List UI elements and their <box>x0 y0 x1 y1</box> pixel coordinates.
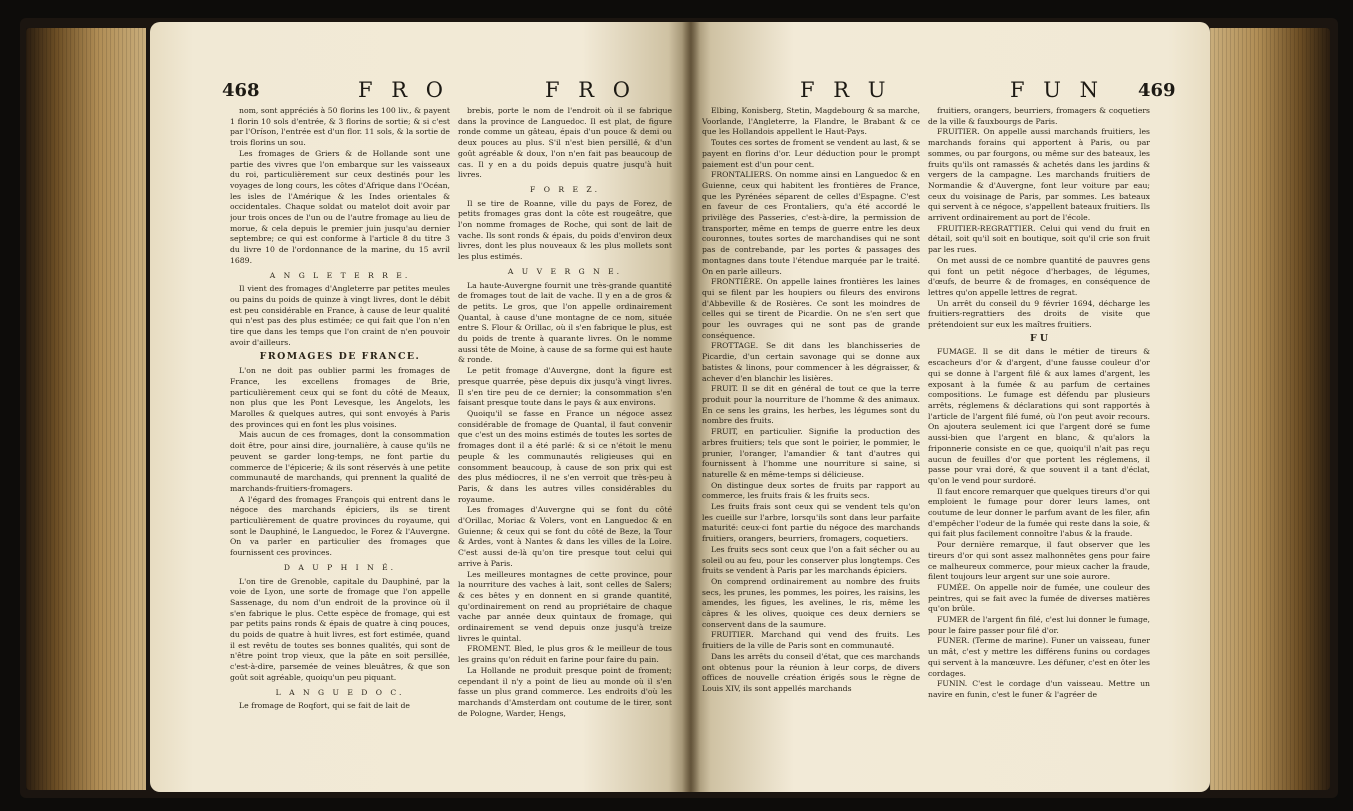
paragraph: Toutes ces sortes de froment se vendent au last, & se payent en florins d'or. Leur déduction pour le prompt paiement est d'un pour cent. <box>702 138 920 169</box>
paragraph: Il faut encore remarquer que quelques tireurs d'or qui emploient le fumage pour dorer leurs lames, ont coutume de leur donner le parfum avant de les filer, afin d'empêcher l'odeur de la fumée qui reste dans la soie, & qui fait plus facilement connoître l'abus & la fraude. <box>928 486 1150 539</box>
paragraph: FROTTAGE. Se dit dans les blanchisseries de Picardie, d'un certain savonage qui se donne aux batistes & linons, pour commencer à les dégraisser, & achever d'en blanchir les lisières. <box>702 341 920 383</box>
right-page-column-2 <box>928 106 1150 736</box>
paragraph: Elbing, Konisberg, Stetin, Magdebourg & sa marche, Voorlande, l'Angleterre, la Flandre, le Brabant & ce que les Hollandois appellent le Haut-Pays. <box>702 106 920 137</box>
left-running-head-2: F R O <box>545 78 636 102</box>
paragraph: A l'égard des fromages François qui entrent dans le négoce des marchands épiciers, ils se tirent particulièrement de quatre provinces du royaume, qui sont le Dauphiné, le Languedoc, le Forez & l'Auvergne. On va parler en particulier des fromages que fournissent ces provinces. <box>230 494 450 558</box>
paragraph: FRUIT, en particulier. Signifie la production des arbres fruitiers; tels que sont le poirier, le pommier, le prunier, l'oranger, l'amandier & tant d'autres qui fournissent à l'homme une nourriture si saine, si naturelle & en même-temps si délicieuse. <box>702 427 920 479</box>
section-heading: FROMAGES DE FRANCE. <box>259 351 421 363</box>
section-heading: F U <box>1029 332 1049 344</box>
paragraph: FUNIN. C'est le cordage d'un vaisseau. Mettre un navire en funin, c'est le funer & l'agréer de <box>928 679 1150 699</box>
section-heading: A N G L E T E R R E. <box>269 270 411 280</box>
right-edge-lines <box>1210 28 1330 790</box>
paragraph: FROMENT. Bled, le plus gros & le meilleur de tous les grains qu'on réduit en farine pour faire du pain. <box>458 644 672 665</box>
paragraph: Les fromages d'Auvergne qui se font du côté d'Orillac, Moriac & Volers, vont en Languedoc & en Guienne; & ceux qui se font du côté de Beze, la Tour & Ardes, vont à Nantes & dans les villes de la Loire. C'est aussi de-là qu'on tire presque tout celui qui arrive à Paris. <box>458 505 672 568</box>
paragraph: On comprend ordinairement au nombre des fruits secs, les prunes, les pommes, les poires, les raisins, les amendes, les figues, les avelines, le ris, même les câpres & les olives, quoique ces deux derniers se conservent dans de la saumure. <box>702 576 920 629</box>
paragraph: Les fruits frais sont ceux qui se vendent tels qu'on les cueille sur l'arbre, lorsqu'ils sont dans leur parfaite maturité: ceux-ci font partie du négoce des marchands fruitiers, orangers, beurriers, fromagers, coquetiers. <box>702 502 920 544</box>
paragraph: Les fruits secs sont ceux que l'on a fait sécher ou au soleil ou au feu, pour les conserver plus longtemps. Ces fruits se vendent à Paris par les marchands épiciers. <box>702 544 920 576</box>
paragraph: Il vient des fromages d'Angleterre par petites meules ou pains du poids de quinze à vingt livres, dont le débit est peu considérable en France, à cause de leur qualité qui n'est pas des plus estimée; ce qui fait que l'on n'en tire que dans les temps que l'on craint de n'en pouvoir avoir d'ailleurs. <box>230 284 450 347</box>
paragraph: nom, sont appréciés à 50 florins les 100 liv., & payent 1 florin 10 sols d'entrée, & 3 florins de sortie; & si c'est par l'Oríson, l'entrée est d'un flor. 11 sols, & la sortie de trois florins un sou. <box>230 106 450 148</box>
paragraph: Les fromages de Griers & de Hollande sont une partie des vivres que l'on embarque sur les vaisseaux du roi, particulièrement sur ceux destinés pour les voyages de long cours, les côtes d'Afrique dans l'Océan, les isles de l'Amérique & les Indes orientales & occidentales. Chaque soldat ou matelot doit avoir par jour trois onces de l'un ou de l'autre fromage au lieu de morue, & cela depuis le premier juin jusqu'au dernier septembre; ce qui est conforme à l'article 8 du titre 3 du livre 10 de l'ordonnance de la marine, du 15 avril 1689. <box>230 148 450 265</box>
section-heading: D A U P H I N É. <box>283 562 397 572</box>
paragraph: FUMAGE. Il se dit dans le métier de tireurs & escacheurs d'or & d'argent, d'une fausse couleur d'or qui se donne à l'argent filé & aux lames d'argent, les exposant à la fumée & au parfum de certaines compositions. Le fumage est défendu par plusieurs arrêts, réglemens & déclarations qui sont rapportés à l'article de l'argent filé fumé, où l'on peut avoir recours. On ajoutera seulement ici que l'argent doré se fume aussi-bien que l'argent en blanc, & qu'alors la friponnerie consiste en ce que, quoiqu'il n'ait pas reçu aucun de feuilles d'or que portent les réglemens, il passe pour vrai doré, & que souvent il a tant d'éclat, qu'on le vend pour surdoré. <box>928 347 1150 485</box>
book-gutter <box>682 22 700 792</box>
left-page-number: 468 <box>222 80 260 101</box>
paragraph: FRUITIER. Marchand qui vend des fruits. Les fruitiers de la ville de Paris sont en communauté. <box>702 630 920 651</box>
left-edge-lines <box>26 28 146 790</box>
paragraph: La Hollande ne produit presque point de froment; cependant il n'y a point de lieu au monde où il s'en fasse un plus grand commerce. Les endroits d'où les marchands d'Amsterdam ont coutume de le tirer, sont de Pologne, Warder, Hengs, <box>458 665 672 718</box>
left-page <box>150 22 690 792</box>
paragraph: FUMÉE. On appelle noir de fumée, une couleur des peintres, qui se fait avec la fumée de diverses matières qu'on brûle. <box>928 582 1150 614</box>
paragraph: Un arrêt du conseil du 9 février 1694, décharge les fruitiers-regrattiers des droits de visite que prétendoient sur eux les maîtres fruitiers. <box>928 298 1150 330</box>
right-page-column-1 <box>702 106 920 736</box>
paragraph: Les meilleures montagnes de cette province, pour la nourriture des vaches à lait, sont celles de Salers; & ces bêtes y en donnent en si grande quantité, qu'ordinairement on rend au propriétaire de chaque vache par année deux quintaux de fromage, qui ordinairement se vend depuis onze jusqu'à treize livres le quintal. <box>458 569 672 643</box>
paragraph: FRUIT. Il se dit en général de tout ce que la terre produit pour la nourriture de l'homme & des animaux. En ce sens les grains, les herbes, les légumes sont du nombre des fruits. <box>702 384 920 426</box>
paragraph: Le fromage de Roqfort, qui se fait de lait de <box>239 701 410 711</box>
paragraph: FRUITIER. On appelle aussi marchands fruitiers, les marchands forains qui apportent à Paris, ou par sommes, ou par fourgons, ou même sur des bateaux, les fruits qu'ils ont ramassés & achetés dans les jardins & vergers de la campagne. Les marchands fruitiers de Normandie & d'Auvergne, font leur voiture par eau; ceux du voisinage de Paris, par sommes. Les bateaux qui servent à ce négoce, s'appellent bateaux fruitiers. Ils arrivent ordinairement au port de l'école. <box>928 127 1150 223</box>
paragraph: FRONTALIERS. On nomme ainsi en Languedoc & en Guienne, ceux qui habitent les frontières de France, que les Pyrénées séparent de celles d'Espagne. C'est en faveur de ces Frontaliers, qu'a été accordé le privilège des Passeries, c'est-à-dire, la permission de transporter, même en temps de guerre entre les deux couronnes, toutes sortes de marchandises qui ne sont pas de contrebande, par les portes & passages des montagnes dans toute l'étendue marquée par le traité. On en parle ailleurs. <box>702 170 920 276</box>
paragraph: L'on ne doit pas oublier parmi les fromages de France, les excellens fromages de Brie, particulièrement ceux qui se font du côté de Meaux, non plus que les Pont Levesque, les Angelots, les Marolles & quelques autres, qui sont envoyés à Paris des provinces qui en font les plus voisines. <box>230 366 450 429</box>
section-heading: A U V E R G N E. <box>507 266 623 276</box>
paragraph: Mais aucun de ces fromages, dont la consommation doit être, pour ainsi dire, journalière, à cause qu'ils ne peuvent se garder long-temps, ne font partie du commerce de l'épicerie; & ils sont réservés à une petite communauté de marchands, qui prennent la qualité de marchands-fruitiers-fromagers. <box>230 430 450 493</box>
paragraph: fruitiers, orangers, beurriers, fromagers & coquetiers de la ville & fauxbourgs de Paris. <box>928 106 1150 126</box>
paragraph: Quoiqu'il se fasse en France un négoce assez considérable de fromage de Quantal, il faut convenir que c'est un des moins estimés de toutes les sortes de fromages dont il a été parlé: & si ce n'étoit le menu peuple & les communautés religieuses qui en consomment beaucoup, à cause de son prix qui est des plus médiocres, il ne s'en verroit que très-peu à Paris, & dans les autres villes considérables du royaume. <box>458 408 672 504</box>
paragraph: brebis, porte le nom de l'endroit où il se fabrique dans la province de Languedoc. Il est plat, de figure ronde comme un gâteau, épais d'un pouce & demi ou deux pouces au plus. S'il n'est bien persillé, & d'un goût agréable & doux, l'on n'en fait pas beaucoup de cas. Il y en a du poids depuis quatre jusqu'à huit livres. <box>458 106 672 180</box>
right-page-number: 469 <box>1138 80 1176 101</box>
right-running-head: F R U <box>800 78 892 102</box>
left-page-column-2 <box>458 106 672 736</box>
paragraph: FUMER de l'argent fin filé, c'est lui donner le fumage, pour le faire passer pour filé d'or. <box>928 615 1150 635</box>
paragraph: Le petit fromage d'Auvergne, dont la figure est presque quarrée, pèse depuis dix jusqu'à vingt livres. Il s'en tire peu de ce dernier; la consommation s'en faisant presque toute dans le pays & aux environs. <box>458 366 672 408</box>
paragraph: On met aussi de ce nombre quantité de pauvres gens qui font un petit négoce d'herbages, de légumes, d'œufs, de beurre & de fromages, en conséquence de lettres qu'on appelle lettres de regrat. <box>928 255 1150 297</box>
paragraph: FUNER. (Terme de marine). Funer un vaisseau, funer un mât, c'est y mettre les différens funins ou cordages qui servent à la manœuvre. Les défuner, c'est en ôter les cordages. <box>928 636 1150 678</box>
right-page <box>690 22 1210 792</box>
section-heading: L A N G U E D O C. <box>275 687 405 697</box>
paragraph: Il se tire de Roanne, ville du pays de Forez, de petits fromages gras dont la côte est rougeâtre, que l'on nomme fromages de Roche, qui sont de lait de vache. Ils sont ronds & épais, du poids d'environ deux livres, dont les plus nouveaux & les plus mollets sont les plus estimés. <box>458 198 672 262</box>
paragraph: La haute-Auvergne fournit une très-grande quantité de fromages tout de lait de vache. Il y en a de gros & de petits. Le gros, que l'on appelle ordinairement Quantal, à cause d'une montagne de ce nom, située entre S. Flour & Orillac, où il s'en fabrique le plus, est du poids de trente à quarante livres. On le nomme aussi tête de Moine, à cause de sa forme qui est haute & ronde. <box>458 280 672 365</box>
paragraph: FRUITIER-REGRATTIER. Celui qui vend du fruit en détail, soit qu'il soit en boutique, soit qu'il crie son fruit par les rues. <box>928 223 1150 255</box>
left-running-head: F R O <box>358 78 449 102</box>
section-heading: F O R E Z. <box>530 184 600 194</box>
paragraph: L'on tire de Grenoble, capitale du Dauphiné, par la voie de Lyon, une sorte de fromage que l'on appelle Sassenage, du nom d'un endroit de la province où il s'en fabrique le plus. Cette espèce de fromage, qui est par petits pains ronds & épais de quatre à cinq pouces, du poids de quatre à huit livres, est fort estimée, quand il est revêtu de toutes ses bonnes qualités, qui sont de n'être point trop vieux, que la pâte en soit persillée, c'est-à-dire, parsemée de veines bleuâtres, & que son goût soit agréable, quoiqu'un peu piquant. <box>230 576 450 682</box>
paragraph: FRONTIÈRE. On appelle laines frontières les laines qui se filent par les houpiers ou fileurs des environs d'Abbeville & de Rosières. Ce sont les moindres de celles qui se tirent de Picardie. On ne s'en sert que pour les ouvrages qui ne sont pas de grande conséquence. <box>702 277 920 340</box>
right-running-head-2: F U N <box>1010 78 1104 102</box>
paragraph: On distingue deux sortes de fruits par rapport au commerce, les fruits frais & les fruits secs. <box>702 480 920 501</box>
paragraph: Pour dernière remarque, il faut observer que les tireurs d'or qui sont assez malhonnêtes gens pour faire ce malheureux commerce, pour mieux cacher la fraude, filent toujours leur argent sur une soie aurore. <box>928 540 1150 582</box>
left-page-column-1 <box>230 106 450 736</box>
paragraph: Dans les arrêts du conseil d'état, que ces marchands ont obtenus pour la réunion à leur corps, de divers offices de nouvelle création érigés sous le règne de Louis XIV, ils sont appellés marchands <box>702 651 920 693</box>
